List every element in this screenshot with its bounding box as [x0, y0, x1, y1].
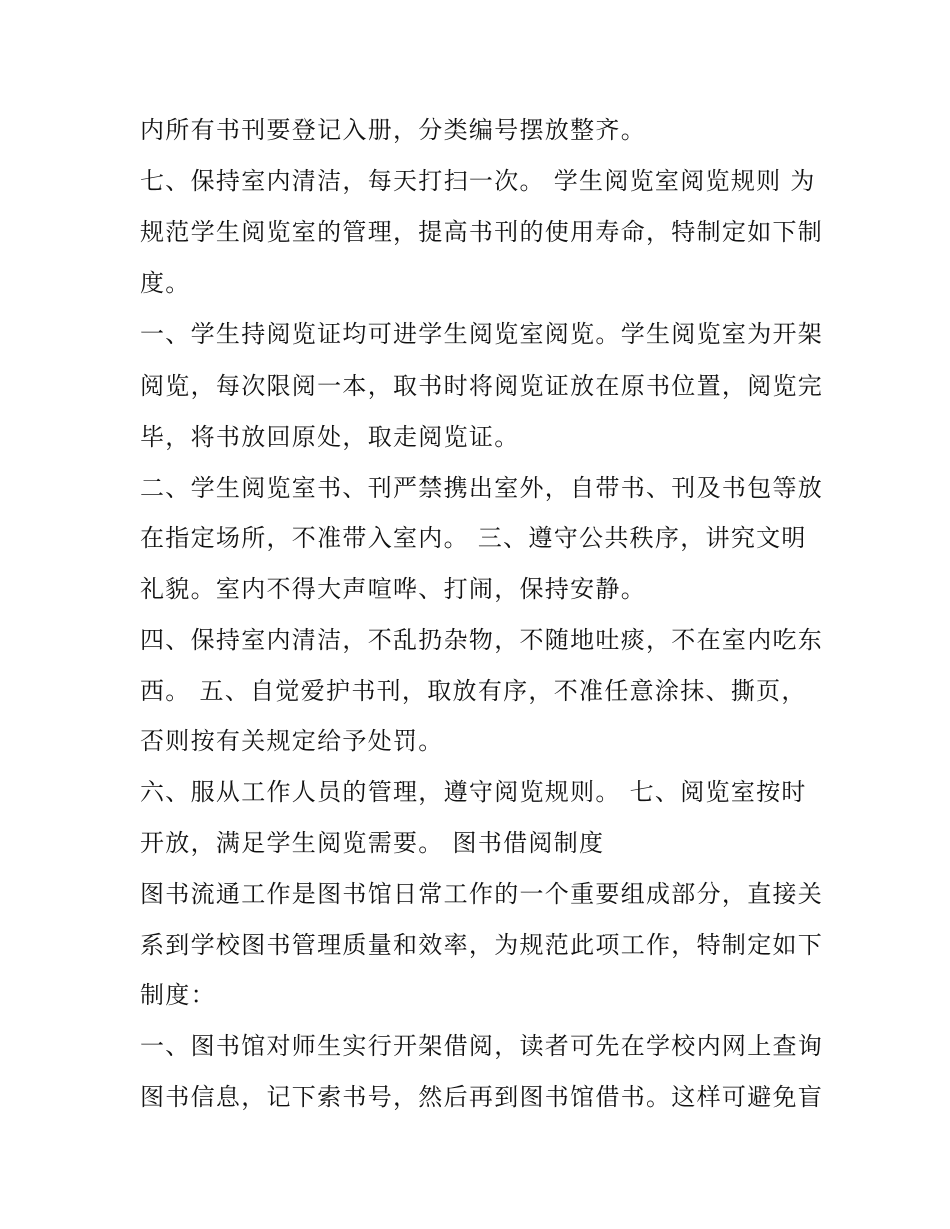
text-line: 七、保持室内清洁，每天打扫一次。 学生阅览室阅览规则 为 [140, 167, 816, 195]
text-line: 西。 五、自觉爱护书刊，取放有序，不准任意涂抹、撕页， [140, 677, 807, 705]
text-line: 图书流通工作是图书馆日常工作的一个重要组成部分，直接关 [140, 880, 824, 908]
text-line: 否则按有关规定给予处罚。 [140, 727, 444, 755]
text-line: 礼貌。室内不得大声喧哗、打闹，保持安静。 [140, 575, 646, 603]
text-line: 在指定场所，不准带入室内。 三、遵守公共秩序，讲究文明 [140, 524, 807, 552]
text-line: 二、学生阅览室书、刊严禁携出室外，自带书、刊及书包等放 [140, 474, 824, 502]
text-line: 规范学生阅览室的管理，提高书刊的使用寿命，特制定如下制 [140, 218, 824, 246]
text-line: 阅览，每次限阅一本，取书时将阅览证放在原书位置，阅览完 [140, 372, 824, 400]
text-line: 六、服从工作人员的管理，遵守阅览规则。 七、阅览室按时 [140, 778, 807, 806]
text-line: 毕，将书放回原处，取走阅览证。 [140, 423, 520, 451]
text-line: 一、图书馆对师生实行开架借阅，读者可先在学校内网上查询 [140, 1032, 824, 1060]
text-line: 内所有书刊要登记入册，分类编号摆放整齐。 [140, 116, 646, 144]
text-line: 制度： [140, 981, 216, 1009]
text-line: 度。 [140, 269, 191, 297]
text-line: 开放，满足学生阅览需要。 图书借阅制度 [140, 829, 605, 857]
text-line: 系到学校图书管理质量和效率，为规范此项工作，特制定如下 [140, 931, 824, 959]
text-line: 一、学生持阅览证均可进学生阅览室阅览。学生阅览室为开架 [140, 320, 824, 348]
text-line: 图书信息，记下索书号，然后再到图书馆借书。这样可避免盲 [140, 1083, 824, 1111]
text-line: 四、保持室内清洁，不乱扔杂物，不随地吐痰，不在室内吃东 [140, 626, 824, 654]
